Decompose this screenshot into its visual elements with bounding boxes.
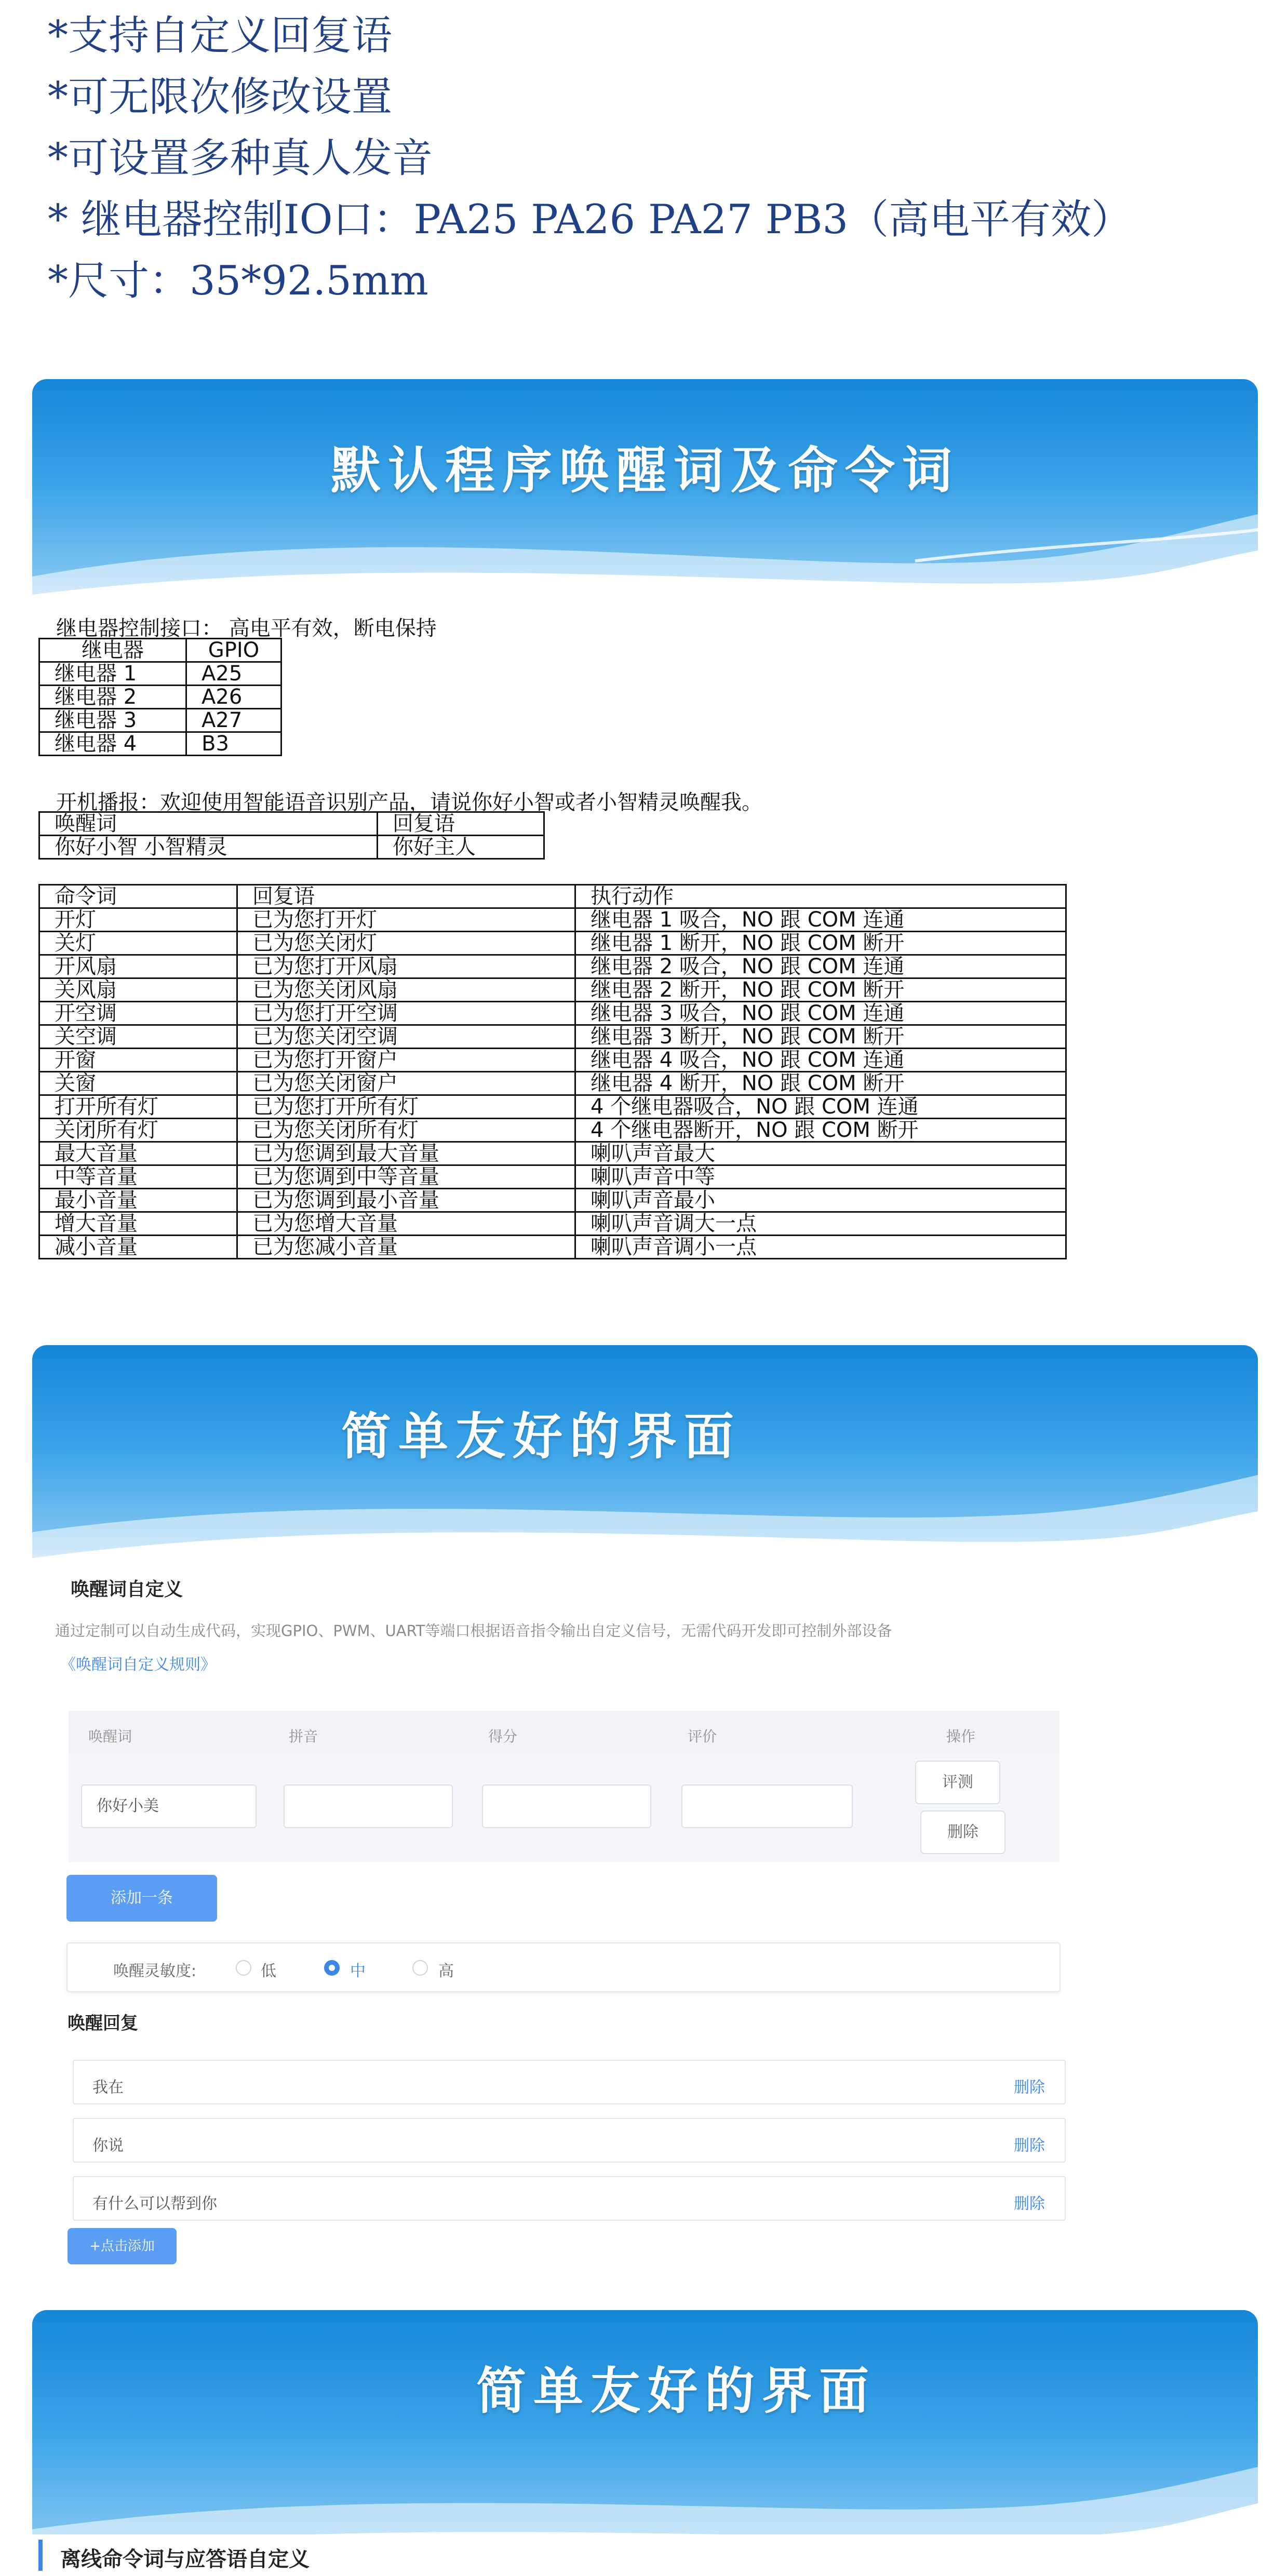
wake-custom-title: 唤醒词自定义 xyxy=(71,1579,183,1600)
table-cell: 喇叭声音调小一点 xyxy=(575,1236,1066,1259)
reply-delete-link[interactable]: 删除 xyxy=(1014,2137,1045,2155)
sensitivity-label: 唤醒灵敏度: xyxy=(113,1962,197,1980)
table-row xyxy=(39,1025,1066,1049)
reply-delete-link[interactable]: 删除 xyxy=(1014,2078,1045,2097)
table-row xyxy=(39,686,281,709)
table-cell: 关闭所有灯 xyxy=(39,1119,237,1142)
reply-text: 有什么可以帮到你 xyxy=(92,2195,217,2213)
table-row xyxy=(39,732,281,756)
reply-text: 我在 xyxy=(92,2078,124,2097)
table-cell: 已为您调到最大音量 xyxy=(237,1142,575,1165)
table-row xyxy=(39,812,544,836)
table-cell: 继电器 3 xyxy=(39,709,186,732)
table-row xyxy=(39,709,281,732)
table-cell: 已为您打开所有灯 xyxy=(237,1095,575,1119)
table-cell: 你好主人 xyxy=(378,836,544,859)
table-cell: 继电器 2 xyxy=(39,686,186,709)
table-row xyxy=(39,1119,1066,1142)
table-cell: 继电器 3 断开，NO 跟 COM 断开 xyxy=(575,1025,1066,1049)
table-row xyxy=(39,1212,1066,1236)
feature-line-3: *可设置多种真人发音 xyxy=(48,135,433,182)
table-cell: A27 xyxy=(186,709,281,732)
table-cell: 回复语 xyxy=(378,812,544,836)
table-cell: A26 xyxy=(186,686,281,709)
table-cell: 命令词 xyxy=(39,885,237,908)
table-row xyxy=(39,1236,1066,1259)
reply-text: 你说 xyxy=(92,2137,124,2155)
table-cell: 继电器 1 断开，NO 跟 COM 断开 xyxy=(575,932,1066,955)
evaluation-field xyxy=(681,1785,853,1828)
evaluate-button[interactable]: 评测 xyxy=(915,1761,1000,1804)
table-cell: 已为您增大音量 xyxy=(237,1212,575,1236)
table-cell: 继电器 xyxy=(39,639,186,662)
table-cell: 关灯 xyxy=(39,932,237,955)
feature-line-1: *支持自定义回复语 xyxy=(48,12,393,59)
reply-item xyxy=(73,2118,1066,2163)
table-cell: 已为您减小音量 xyxy=(237,1236,575,1259)
radio-label: 中 xyxy=(350,1962,366,1980)
table-cell: 已为您关闭所有灯 xyxy=(237,1119,575,1142)
table-cell: 4 个继电器吸合，NO 跟 COM 连通 xyxy=(575,1095,1066,1119)
table-cell: 喇叭声音中等 xyxy=(575,1165,1066,1189)
table-row xyxy=(39,1142,1066,1165)
banner-title: 默认程序唤醒词及命令词 xyxy=(331,441,959,500)
banner-default-program xyxy=(32,379,1258,613)
wake-custom-description: 通过定制可以自动生成代码，实现GPIO、PWM、UART等端口根据语音指令输出自定义信号，无需代码开发即可控制外部设备 xyxy=(55,1622,892,1640)
column-header: 评价 xyxy=(688,1728,717,1745)
pinyin-field xyxy=(284,1785,453,1828)
banner-friendly-ui xyxy=(32,1345,1258,1574)
table-cell: 回复语 xyxy=(237,885,575,908)
feature-line-2: *可无限次修改设置 xyxy=(48,74,393,120)
wake-word-input[interactable]: 你好小美 xyxy=(81,1785,257,1828)
boot-announcement: 开机播报：欢迎使用智能语音识别产品，请说你好小智或者小智精灵唤醒我。 xyxy=(56,790,762,814)
table-cell: 最大音量 xyxy=(39,1142,237,1165)
column-header: 得分 xyxy=(488,1728,518,1745)
table-row xyxy=(39,1095,1066,1119)
table-cell: 中等音量 xyxy=(39,1165,237,1189)
add-reply-button[interactable]: +点击添加 xyxy=(68,2228,177,2264)
table-cell: 关窗 xyxy=(39,1072,237,1095)
table-cell: B3 xyxy=(186,732,281,756)
table-row xyxy=(39,1189,1066,1212)
feature-line-4: * 继电器控制IO口：PA25 PA26 PA27 PB3（高电平有效） xyxy=(48,196,1132,243)
add-row-button[interactable]: 添加一条 xyxy=(66,1875,217,1922)
relay-heading: 继电器控制接口： 高电平有效，断电保持 xyxy=(56,616,437,640)
table-row xyxy=(39,1049,1066,1072)
table-cell: 继电器 4 xyxy=(39,732,186,756)
table-cell: 开空调 xyxy=(39,1002,237,1025)
radio-medium[interactable] xyxy=(324,1960,340,1976)
sensitivity-card xyxy=(66,1942,1061,1992)
reply-item xyxy=(73,2060,1066,2104)
offline-title: 离线命令词与应答语自定义 xyxy=(60,2547,310,2571)
banner-friendly-ui-2 xyxy=(32,2310,1258,2576)
table-row xyxy=(39,639,281,662)
table-cell: 已为您打开窗户 xyxy=(237,1049,575,1072)
score-field xyxy=(482,1785,651,1828)
table-cell: GPIO xyxy=(186,639,281,662)
table-cell: 已为您打开灯 xyxy=(237,908,575,932)
delete-button[interactable]: 删除 xyxy=(920,1810,1005,1854)
banner-title: 简单友好的界面 xyxy=(341,1407,741,1466)
table-row xyxy=(39,836,544,859)
table-cell: 已为您关闭空调 xyxy=(237,1025,575,1049)
table-cell: 继电器 1 xyxy=(39,662,186,686)
table-cell: 4 个继电器断开，NO 跟 COM 断开 xyxy=(575,1119,1066,1142)
table-cell: 已为您调到最小音量 xyxy=(237,1189,575,1212)
reply-item xyxy=(73,2176,1066,2221)
table-cell: 你好小智 小智精灵 xyxy=(39,836,378,859)
table-cell: 继电器 3 吸合，NO 跟 COM 连通 xyxy=(575,1002,1066,1025)
table-row xyxy=(39,1002,1066,1025)
table-row xyxy=(39,955,1066,978)
command-table xyxy=(38,884,1067,1259)
table-cell: 开灯 xyxy=(39,908,237,932)
relay-table xyxy=(38,638,282,756)
radio-low[interactable] xyxy=(236,1960,251,1976)
wake-word-table xyxy=(38,811,545,860)
banner-title: 简单友好的界面 xyxy=(476,2362,876,2420)
table-cell: 继电器 4 吸合，NO 跟 COM 连通 xyxy=(575,1049,1066,1072)
wake-grid-row xyxy=(69,1753,1059,1862)
table-cell: 开风扇 xyxy=(39,955,237,978)
table-row xyxy=(39,1165,1066,1189)
feature-line-5: *尺寸：35*92.5mm xyxy=(48,258,428,304)
wave-decoration xyxy=(32,1454,1258,1574)
wake-rule-link[interactable]: 《唤醒词自定义规则》 xyxy=(60,1656,216,1674)
wake-custom-panel xyxy=(45,1558,1073,2275)
table-cell: 关风扇 xyxy=(39,978,237,1002)
table-row xyxy=(39,932,1066,955)
table-cell: 已为您关闭窗户 xyxy=(237,1072,575,1095)
table-cell: 继电器 4 断开，NO 跟 COM 断开 xyxy=(575,1072,1066,1095)
section-accent-bar xyxy=(38,2540,43,2571)
table-cell: 已为您关闭灯 xyxy=(237,932,575,955)
table-cell: 已为您关闭风扇 xyxy=(237,978,575,1002)
table-cell: 减小音量 xyxy=(39,1236,237,1259)
radio-label: 低 xyxy=(261,1962,276,1980)
table-row xyxy=(39,978,1066,1002)
column-header: 唤醒词 xyxy=(88,1728,132,1745)
table-cell: 已为您打开空调 xyxy=(237,1002,575,1025)
reply-delete-link[interactable]: 删除 xyxy=(1014,2195,1045,2213)
column-header: 拼音 xyxy=(289,1728,318,1745)
table-cell: 关空调 xyxy=(39,1025,237,1049)
table-cell: 打开所有灯 xyxy=(39,1095,237,1119)
table-cell: 喇叭声音最大 xyxy=(575,1142,1066,1165)
wake-reply-title: 唤醒回复 xyxy=(68,2013,138,2034)
table-cell: 已为您调到中等音量 xyxy=(237,1165,575,1189)
table-cell: 继电器 2 吸合，NO 跟 COM 连通 xyxy=(575,955,1066,978)
wake-grid-header xyxy=(69,1711,1059,1753)
table-row xyxy=(39,1072,1066,1095)
table-cell: A25 xyxy=(186,662,281,686)
offline-section-header xyxy=(32,2534,1258,2576)
table-cell: 开窗 xyxy=(39,1049,237,1072)
table-row xyxy=(39,885,1066,908)
table-cell: 最小音量 xyxy=(39,1189,237,1212)
table-cell: 喇叭声音调大一点 xyxy=(575,1212,1066,1236)
table-cell: 增大音量 xyxy=(39,1212,237,1236)
table-cell: 执行动作 xyxy=(575,885,1066,908)
table-row xyxy=(39,908,1066,932)
table-row xyxy=(39,662,281,686)
column-header: 操作 xyxy=(946,1728,976,1745)
table-cell: 喇叭声音最小 xyxy=(575,1189,1066,1212)
table-cell: 已为您打开风扇 xyxy=(237,955,575,978)
radio-label: 高 xyxy=(438,1962,454,1980)
table-cell: 唤醒词 xyxy=(39,812,378,836)
table-cell: 继电器 2 断开，NO 跟 COM 断开 xyxy=(575,978,1066,1002)
wave-decoration xyxy=(32,483,1258,613)
table-cell: 继电器 1 吸合，NO 跟 COM 连通 xyxy=(575,908,1066,932)
radio-high[interactable] xyxy=(412,1960,428,1976)
